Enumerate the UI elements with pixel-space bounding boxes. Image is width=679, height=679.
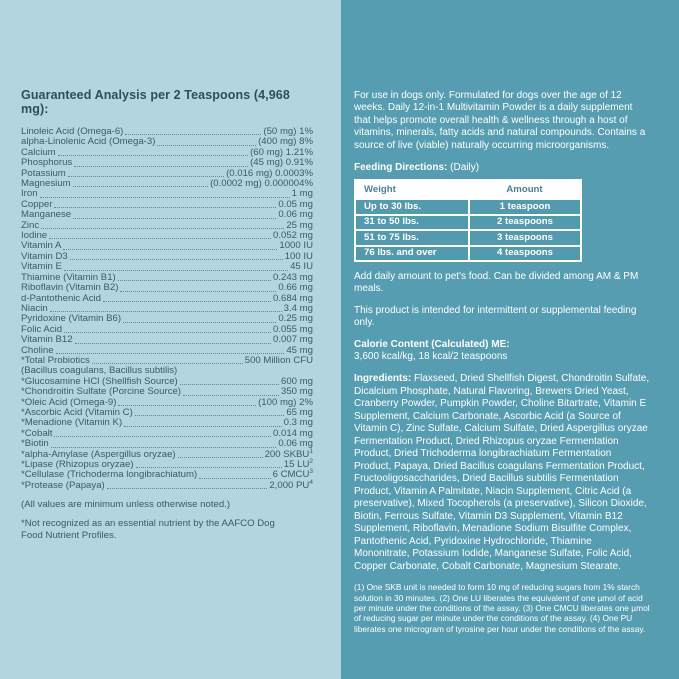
nutrient-name: Niacin	[21, 302, 48, 314]
nutrient-amount: 0.06 mg	[278, 209, 313, 221]
feeding-row	[355, 246, 581, 262]
nutrient-amount: (60 mg) 1.21%	[250, 146, 313, 158]
nutrient-amount: 1000 IU	[279, 240, 313, 252]
nutrient-name: *Cobalt	[21, 427, 53, 439]
dot-leader	[103, 301, 271, 302]
nutrient-name: *Cellulase (Trichoderma longibrachiatum)	[21, 469, 198, 481]
nutrient-amount: (50 mg) 1%	[263, 126, 313, 137]
amount-cell: 3 teaspoons	[469, 230, 581, 246]
nutrient-name: *alpha-Amylase (Aspergillus oryzae)	[21, 448, 176, 460]
dot-leader	[68, 176, 224, 177]
analysis-row	[21, 210, 313, 220]
nutrient-amount: 15 LU	[283, 459, 310, 470]
ingredients-list: Flaxseed, Dried Shellfish Digest, Chondroitin Sulfate, Dicalcium Phosphate, Natural Flavoring, Brewers Dried Yeast, Cranberry Powder, Pumpkin Powder, Choline Bitartrate, Vitamin E Supplement, Calcium Carbonate, Ascorbic Acid (a Source of Vitamin C), Zinc Sulfate, Calcium Sulfate, Dried Aspergillus oryzae Fermentation Product, Dried Rhizopus oryzae Fermentation Product, Dried Trichoderma longibrachiatum Fermentation Product, Papaya, Dried Bacillus coagulans Fermentation Product, Fructooligosaccharides, Dried Bacillus subtilis Fermentation Product, Vitamin A Palmitate, Niacin Supplement, Citric Acid (a preservative), Mixed Tocopherols (a preservative), Silicon Dioxide, Biotin, Ferrous Sulfate, Vitamin D3 Supplement, Vitamin B12 Supplement, Riboflavin, Menadione Sodium Bisulfite Complex, Pantothenic Acid, Pyridoxine Hydrochloride, Thiamine Mononitrate, Potassium Iodide, Manganese Sulfate, Folic Acid, Copper Carbonate, Cobalt Carbonate, Magnesium Stearate.	[354, 373, 650, 572]
dot-leader	[73, 218, 276, 219]
nutrient-name: Pyridoxine (Vitamin B6)	[21, 313, 122, 325]
dot-leader	[183, 395, 279, 396]
nutrient-amount: 0.007 mg	[272, 334, 313, 346]
weight-cell: Up to 30 lbs.	[355, 199, 469, 215]
feeding-table	[354, 179, 582, 262]
nutrient-name: Folic Acid	[21, 323, 63, 335]
feeding-directions-heading	[354, 161, 650, 174]
nutrient-amount: 0.05 mg	[278, 198, 313, 210]
nutrient-amount: 45 mg	[286, 344, 313, 356]
nutrient-amount: (100 mg) 2%	[258, 396, 313, 408]
dot-leader	[73, 186, 208, 187]
nutrient-amount: 0.3 mg	[283, 417, 313, 429]
nutrient-amount: (0.0002 mg) 0.000004%	[210, 178, 313, 190]
dot-leader	[124, 426, 282, 427]
weight-column-header: Weight	[355, 180, 469, 199]
enzyme-unit-footnotes: (1) One SKB unit is needed to form 10 mg of reducing sugars from 1% starch solution in 30 minutes. (2) One LU liberates the equivalent of one µmol of acid per minute under the conditions of the assay. (3) One CMCU liberates one µmol of reducing sugar per minute under the conditions of the assay. (4) One PU liberates one microgram of tyrosine per hour under the conditions of the assay.	[354, 582, 650, 634]
nutrient-amount: 600 mg	[281, 375, 313, 387]
nutrient-name: Iron	[21, 188, 38, 200]
feeding-row	[355, 215, 581, 231]
nutrient-name: Vitamin E	[21, 261, 62, 273]
footnote-marker: 1	[309, 447, 313, 455]
amount-column-header: Amount	[469, 180, 581, 199]
directions-panel	[341, 0, 679, 679]
weight-cell: 51 to 75 lbs.	[355, 230, 469, 246]
nutrient-amount: 350 mg	[281, 386, 313, 398]
nutrient-amount: 0.243 mg	[272, 271, 313, 283]
nutrient-amount: 1 mg	[291, 188, 313, 200]
nutrient-name: Potassium	[21, 167, 66, 179]
nutrient-amount: (45 mg) 0.91%	[250, 157, 313, 169]
nutrient-value	[245, 356, 313, 366]
nutrient-name: (Bacillus coagulans, Bacillus subtilis)	[21, 365, 178, 377]
nutrient-amount: 0.055 mg	[272, 323, 313, 335]
nutrient-name: Vitamin A	[21, 240, 62, 252]
nutrient-amount: 2,000 PU	[269, 479, 310, 491]
nutrient-name: Thiamine (Vitamin B1)	[21, 271, 116, 283]
nutrient-name: *Total Probiotics	[21, 354, 90, 366]
dot-leader	[123, 322, 276, 323]
nutrient-value	[269, 478, 313, 491]
analysis-row	[21, 189, 313, 199]
weight-cell: 76 lbs. and over	[355, 246, 469, 262]
calorie-content-value: 3,600 kcal/kg, 18 kcal/2 teaspoons	[354, 351, 508, 363]
nutrient-amount: (400 mg) 8%	[258, 136, 313, 148]
dot-leader	[54, 436, 271, 437]
analysis-row	[21, 179, 313, 189]
dot-leader	[63, 249, 277, 250]
analysis-row	[21, 283, 313, 293]
calorie-content-label: Calorie Content (Calculated) ME:	[354, 338, 510, 350]
nutrient-name: Linoleic Acid (Omega-6)	[21, 126, 124, 137]
nutrient-amount: 6 CMCU	[272, 469, 310, 481]
nutrient-name: Copper	[21, 198, 53, 210]
analysis-row	[21, 252, 313, 262]
analysis-row	[21, 418, 313, 428]
aafco-note: *Not recognized as an essential nutrient by the AAFCO Dog Food Nutrient Profiles.	[21, 518, 275, 541]
nutrient-name: *Glucosamine HCl (Shellfish Source)	[21, 375, 178, 387]
nutrient-name: *Lipase (Rhizopus oryzae)	[21, 459, 134, 470]
add-daily-paragraph: Add daily amount to pet's food. Can be divided among AM & PM meals.	[354, 271, 639, 295]
feeding-directions-label: Feeding Directions:	[354, 162, 448, 174]
analysis-row	[21, 335, 313, 345]
dot-leader	[41, 228, 284, 229]
dot-leader	[125, 134, 261, 135]
dot-leader	[51, 447, 277, 448]
dot-leader	[54, 207, 276, 208]
nutrient-name: Choline	[21, 344, 54, 356]
nutrient-name: Riboflavin (Vitamin B2)	[21, 282, 119, 294]
analysis-row	[21, 478, 313, 491]
dot-leader	[64, 332, 271, 333]
nutrient-name: *Chondroitin Sulfate (Porcine Source)	[21, 386, 181, 398]
analysis-row	[21, 231, 313, 241]
dot-leader	[135, 415, 285, 416]
analysis-row	[21, 221, 313, 231]
nutrient-name: *Protease (Papaya)	[21, 479, 105, 491]
feeding-directions-frequency: (Daily)	[447, 162, 480, 174]
nutrient-name: *Oleic Acid (Omega-9)	[21, 396, 117, 408]
nutrient-name: *Ascorbic Acid (Vitamin C)	[21, 406, 133, 418]
nutrient-name: Calcium	[21, 146, 56, 158]
footnote-marker: 2	[309, 457, 313, 465]
nutrient-amount: 0.684 mg	[272, 292, 313, 304]
nutrient-name: alpha-Linolenic Acid (Omega-3)	[21, 136, 156, 148]
nutrient-amount: (0.016 mg) 0.0003%	[226, 167, 313, 179]
dot-leader	[64, 270, 288, 271]
dot-leader	[118, 405, 256, 406]
dot-leader	[56, 353, 285, 354]
nutrient-amount: 500 Million CFU	[244, 354, 313, 366]
nutrient-name: *Menadione (Vitamin K)	[21, 417, 123, 429]
nutrient-amount: 0.06 mg	[278, 438, 313, 450]
nutrient-amount: 0.052 mg	[272, 230, 313, 242]
dot-leader	[50, 311, 282, 312]
amount-cell: 2 teaspoons	[469, 215, 581, 231]
dot-leader	[118, 280, 271, 281]
dot-leader	[70, 259, 283, 260]
dot-leader	[92, 363, 243, 364]
feeding-row	[355, 230, 581, 246]
nutrient-name: *Biotin	[21, 438, 49, 450]
guaranteed-analysis-title: Guaranteed Analysis per 2 Teaspoons (4,968 mg):	[21, 88, 290, 116]
nutrient-name: d-Pantothenic Acid	[21, 292, 102, 304]
intermittent-feeding-paragraph: This product is intended for intermittent or supplemental feeding only.	[354, 304, 637, 329]
intro-paragraph: For use in dogs only. Formulated for dogs over the age of 12 weeks. Daily 12-in-1 Multivitamin Powder is a daily supplement that helps promote overall health & wellness through a host of vitamins, minerals, fatty acids and natural compounds. Contains a source of live (viable) naturally occurring microorganisms.	[354, 90, 646, 151]
minimum-values-note: (All values are minimum unless otherwise noted.)	[21, 499, 231, 511]
dot-leader	[136, 467, 282, 468]
dot-leader	[40, 197, 290, 198]
guaranteed-analysis-list	[21, 127, 313, 491]
nutrient-name: Manganese	[21, 209, 72, 221]
dot-leader	[120, 291, 276, 292]
dot-leader	[199, 478, 270, 479]
dot-leader	[75, 343, 271, 344]
dot-leader	[49, 238, 271, 239]
amount-cell: 4 teaspoons	[469, 246, 581, 262]
nutrient-name: Zinc	[21, 219, 40, 231]
dot-leader	[58, 155, 248, 156]
nutrient-name: Phosphorus	[21, 157, 73, 169]
nutrient-name: Iodine	[21, 230, 48, 242]
feeding-table-header	[355, 180, 581, 199]
nutrient-name: Magnesium	[21, 178, 71, 190]
analysis-row	[21, 294, 313, 304]
weight-cell: 31 to 50 lbs.	[355, 215, 469, 231]
ingredients-paragraph	[354, 373, 650, 573]
amount-cell: 1 teaspoon	[469, 199, 581, 215]
footnote-marker: 3	[309, 468, 313, 476]
analysis-row	[21, 429, 313, 439]
nutrient-amount: 3.4 mg	[283, 302, 313, 314]
ingredients-label: Ingredients:	[354, 373, 412, 385]
nutrient-name: Vitamin B12	[21, 334, 73, 346]
nutrient-amount: 200 SKBU	[264, 448, 310, 460]
dot-leader	[178, 457, 263, 458]
dot-leader	[74, 166, 248, 167]
nutrient-amount: 100 IU	[284, 250, 313, 262]
dot-leader	[107, 488, 268, 489]
analysis-row	[21, 314, 313, 324]
dot-leader	[157, 145, 256, 146]
footnote-marker: 4	[309, 478, 313, 486]
nutrient-name: Vitamin D3	[21, 250, 68, 262]
dot-leader	[180, 384, 279, 385]
nutrient-amount: 45 IU	[290, 261, 313, 273]
nutrient-amount: 0.25 mg	[278, 313, 313, 325]
feeding-row	[355, 199, 581, 215]
feeding-table-body	[355, 199, 581, 261]
nutrient-amount: 25 mg	[286, 219, 313, 231]
nutrient-amount: 65 mg	[286, 406, 313, 418]
nutrient-amount: 0.014 mg	[272, 427, 313, 439]
nutrient-amount: 0.66 mg	[278, 282, 313, 294]
